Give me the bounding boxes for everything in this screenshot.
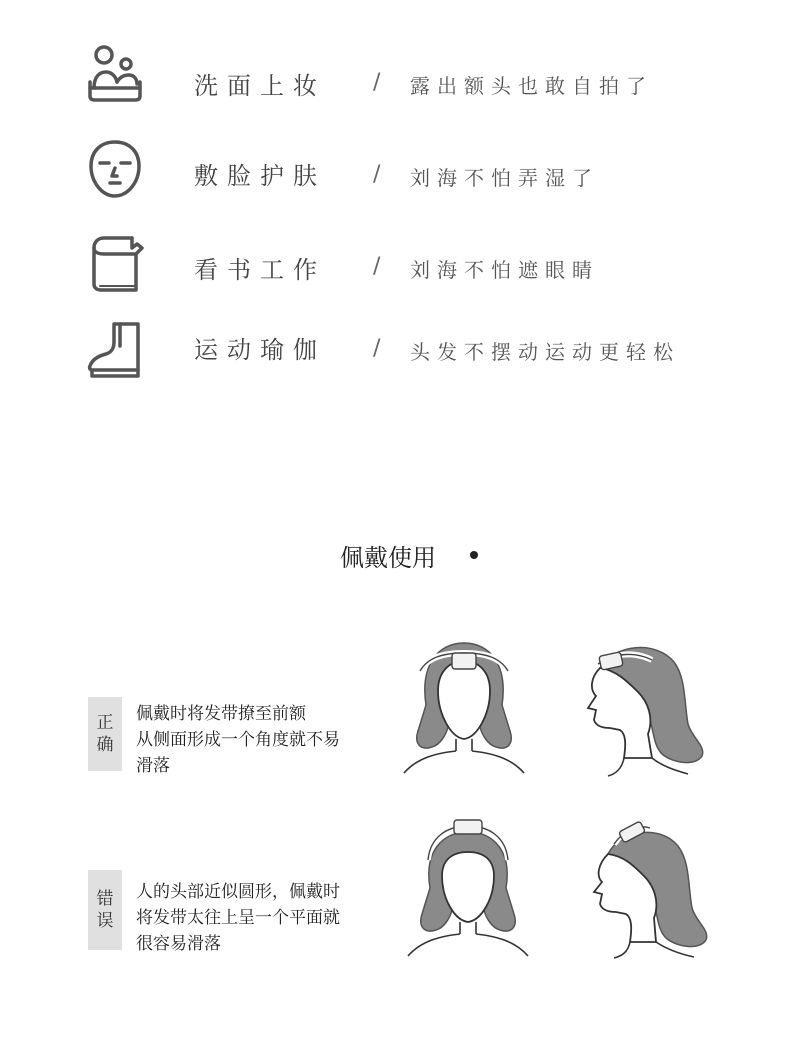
tag-char: 确 <box>96 735 114 755</box>
scene-slash: / <box>373 162 381 187</box>
scene-title: 看书工作 <box>194 256 326 284</box>
scene-slash: / <box>373 336 381 361</box>
tip-line: 人的头部近似圆形，佩戴时 <box>136 882 340 902</box>
scene-row-wash <box>0 44 790 114</box>
wash-face-icon <box>84 44 146 106</box>
correct-side-illustration <box>578 638 710 778</box>
correct-tip <box>136 701 381 779</box>
scene-row-sport <box>0 318 790 388</box>
tag-char: 正 <box>96 713 114 733</box>
scene-desc: 头发不摆动运动更轻松 <box>410 340 680 364</box>
tag-char: 误 <box>96 911 114 931</box>
scene-desc: 刘海不怕遮眼睛 <box>410 258 599 282</box>
scene-slash: / <box>373 70 381 95</box>
scene-slash: / <box>373 254 381 279</box>
tip-line: 将发带太往上呈一个平面就 <box>136 908 340 928</box>
wrong-front-illustration <box>402 818 534 958</box>
tag-char: 错 <box>96 889 114 909</box>
wrong-tip <box>136 879 381 957</box>
scene-row-mask <box>0 138 790 208</box>
scene-title: 敷脸护肤 <box>194 162 326 190</box>
tip-line: 很容易滑落 <box>136 934 221 954</box>
correct-front-illustration <box>398 635 530 775</box>
boot-icon <box>84 320 146 382</box>
section-title: 佩戴使用 <box>340 544 436 572</box>
tip-line: 从侧面形成一个角度就不易 <box>136 730 340 750</box>
scene-title: 洗面上妆 <box>194 72 326 100</box>
book-icon <box>84 234 146 296</box>
scene-desc: 露出额头也敢自拍了 <box>410 74 653 98</box>
wrong-side-illustration <box>584 820 716 960</box>
scene-row-book <box>0 232 790 302</box>
wrong-tag <box>88 870 122 950</box>
scene-desc: 刘海不怕弄湿了 <box>410 166 599 190</box>
tip-line: 佩戴时将发带撩至前额 <box>136 704 306 724</box>
tip-line: 滑落 <box>136 756 170 776</box>
scene-title: 运动瑜伽 <box>194 336 326 364</box>
face-mask-icon <box>84 138 146 200</box>
correct-tag <box>88 697 122 771</box>
bullet-dot-icon <box>470 551 478 559</box>
